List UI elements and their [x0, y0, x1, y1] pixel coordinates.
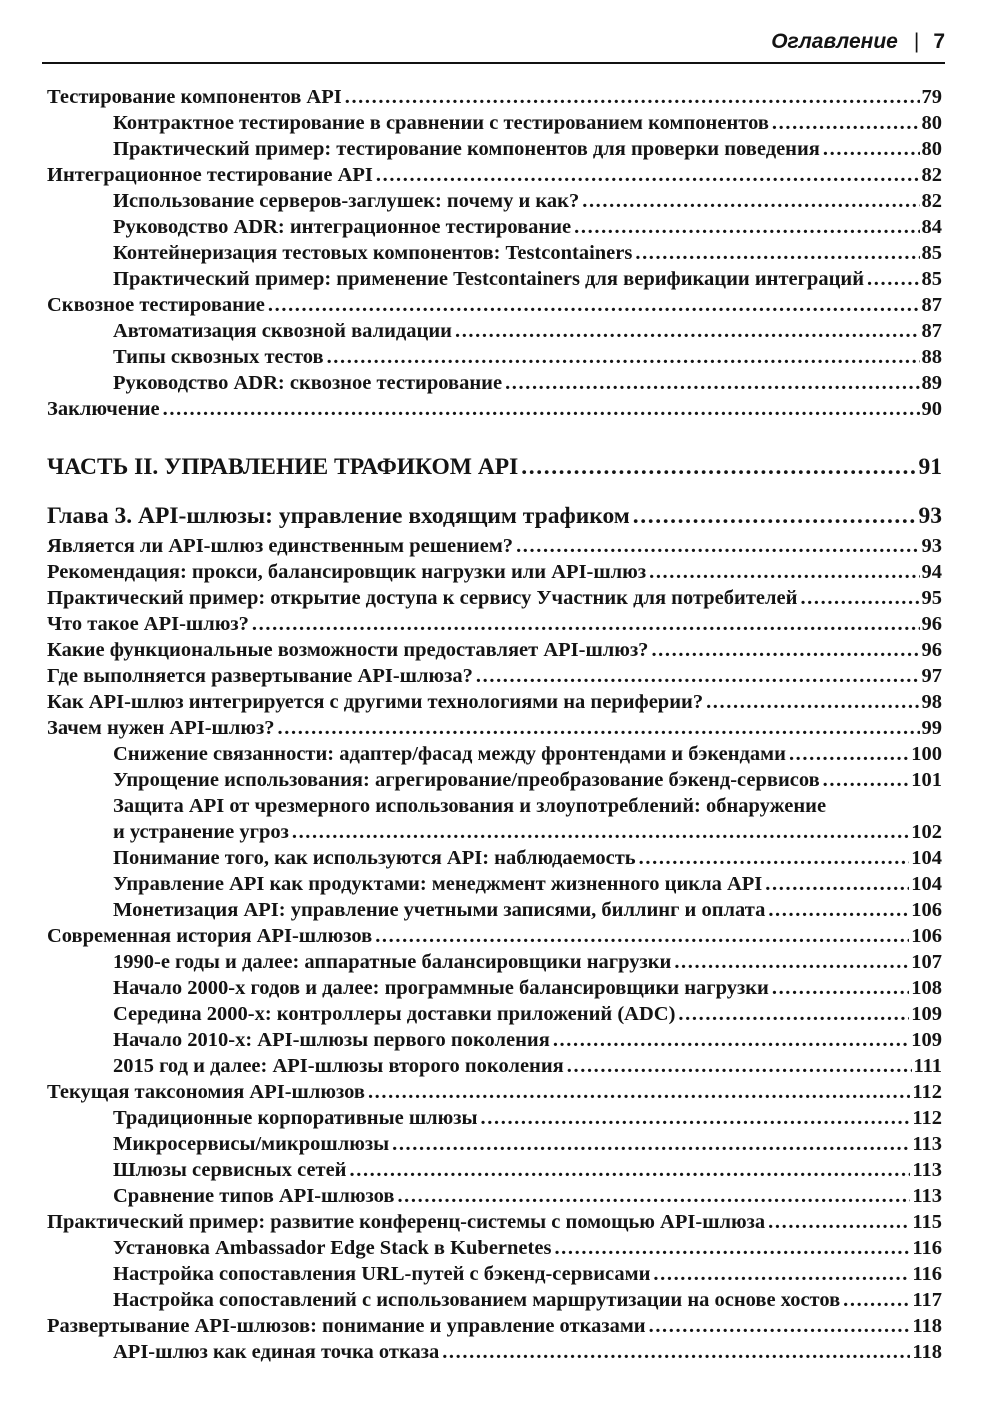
- leader-dots: [278, 715, 920, 741]
- toc-entry[interactable]: [47, 318, 942, 344]
- toc-entry[interactable]: [47, 1339, 942, 1365]
- toc-entry[interactable]: [47, 533, 942, 559]
- entry-page: 90: [921, 398, 942, 420]
- toc-entry[interactable]: [47, 1053, 942, 1079]
- entry-page: 85: [921, 268, 942, 290]
- entry-title: Руководство ADR: сквозное тестирование: [113, 372, 503, 394]
- toc-entry[interactable]: [47, 559, 942, 585]
- leader-dots: [455, 318, 920, 344]
- toc-entry[interactable]: [47, 1105, 942, 1131]
- entry-page: 94: [921, 561, 942, 583]
- entry-page: 106: [911, 899, 942, 921]
- table-of-contents: [47, 84, 942, 1365]
- entry-page: 116: [912, 1237, 942, 1259]
- entry-title: Современная история API-шлюзов: [47, 925, 373, 947]
- entry-page: 95: [921, 587, 942, 609]
- toc-entry[interactable]: [47, 1235, 942, 1261]
- toc-entry[interactable]: [47, 396, 942, 422]
- toc-part[interactable]: [47, 450, 942, 484]
- toc-section-chapter-3: [47, 533, 942, 1365]
- toc-entry[interactable]: [47, 188, 942, 214]
- leader-dots: [368, 1079, 910, 1105]
- toc-entry[interactable]: [47, 84, 942, 110]
- part-page: 91: [918, 454, 942, 480]
- toc-entry[interactable]: [47, 1001, 942, 1027]
- leader-dots: [651, 637, 919, 663]
- toc-entry[interactable]: [47, 110, 942, 136]
- entry-title: Снижение связанности: адаптер/фасад между фронтендами и бэкендами: [113, 743, 786, 765]
- toc-entry[interactable]: [47, 1183, 942, 1209]
- entry-page: 87: [921, 294, 942, 316]
- entry-page: 113: [912, 1185, 942, 1207]
- entry-title: Середина 2000-х: контроллеры доставки приложений (ADC): [113, 1003, 676, 1025]
- toc-entry[interactable]: [47, 1313, 942, 1339]
- entry-title: Какие функциональные возможности предоставляет API-шлюз?: [47, 639, 649, 661]
- leader-dots: [800, 585, 919, 611]
- entry-page: 104: [911, 873, 942, 895]
- chapter-title: Глава 3. API-шлюзы: управление входящим трафиком: [47, 503, 630, 529]
- leader-dots: [442, 1339, 910, 1365]
- toc-entry[interactable]: [47, 767, 942, 793]
- entry-page: 97: [921, 665, 942, 687]
- header-rule: [42, 62, 945, 64]
- leader-dots: [554, 1235, 910, 1261]
- leader-dots: [582, 188, 919, 214]
- leader-dots: [653, 1261, 910, 1287]
- entry-page: 113: [912, 1159, 942, 1181]
- entry-page: 101: [911, 769, 942, 791]
- toc-entry[interactable]: [47, 845, 942, 871]
- leader-dots: [505, 370, 919, 396]
- entry-title: Традиционные корпоративные шлюзы: [113, 1107, 478, 1129]
- entry-page: 80: [921, 138, 942, 160]
- page-number: 7: [933, 30, 945, 53]
- leader-dots: [772, 110, 920, 136]
- toc-entry[interactable]: [47, 689, 942, 715]
- chapter-page: 93: [918, 503, 942, 529]
- entry-page: 115: [912, 1211, 942, 1233]
- entry-page: 109: [911, 1029, 942, 1051]
- running-head-title: Оглавление: [771, 30, 898, 53]
- leader-dots: [268, 292, 920, 318]
- entry-page: 88: [921, 346, 942, 368]
- entry-title: Сквозное тестирование: [47, 294, 265, 316]
- entry-page: 96: [921, 613, 942, 635]
- toc-entry[interactable]: [47, 266, 942, 292]
- entry-page: 99: [921, 717, 942, 739]
- entry-title: Автоматизация сквозной валидации: [113, 320, 452, 342]
- entry-page: 82: [921, 190, 942, 212]
- entry-title: Руководство ADR: интеграционное тестирование: [113, 216, 572, 238]
- toc-entry[interactable]: [47, 240, 942, 266]
- leader-dots: [516, 533, 919, 559]
- entry-title: Развертывание API-шлюзов: понимание и управление отказами: [47, 1315, 646, 1337]
- entry-page: 108: [911, 977, 942, 999]
- entry-title: Начало 2000-х годов и далее: программные балансировщики нагрузки: [113, 977, 769, 999]
- entry-title: Является ли API-шлюз единственным решением?: [47, 535, 514, 557]
- entry-title: Понимание того, как используются API: наблюдаемость: [113, 847, 636, 869]
- toc-entry[interactable]: [47, 637, 942, 663]
- entry-title: Сравнение типов API-шлюзов: [113, 1185, 395, 1207]
- entry-title: Управление API как продуктами: менеджмент жизненного цикла API: [113, 873, 763, 895]
- toc-entry[interactable]: [47, 663, 942, 689]
- entry-page: 85: [921, 242, 942, 264]
- entry-page: 80: [921, 112, 942, 134]
- entry-title: Микросервисы/микрошлюзы: [113, 1133, 390, 1155]
- entry-page: 98: [921, 691, 942, 713]
- entry-page: 87: [921, 320, 942, 342]
- leader-dots: [252, 611, 920, 637]
- leader-dots: [843, 1287, 910, 1313]
- toc-entry[interactable]: [47, 871, 942, 897]
- entry-page: 117: [912, 1289, 942, 1311]
- leader-dots: [574, 214, 919, 240]
- entry-title: Монетизация API: управление учетными записями, биллинг и оплата: [113, 899, 766, 921]
- leader-dots: [392, 1131, 910, 1157]
- entry-page: 82: [921, 164, 942, 186]
- entry-title: Где выполняется развертывание API-шлюза?: [47, 665, 473, 687]
- entry-page: 116: [912, 1263, 942, 1285]
- entry-title: Типы сквозных тестов: [113, 346, 324, 368]
- toc-entry[interactable]: [47, 949, 942, 975]
- entry-title: 1990-е годы и далее: аппаратные балансировщики нагрузки: [113, 951, 672, 973]
- toc-entry[interactable]: [47, 585, 942, 611]
- leader-dots: [768, 1209, 910, 1235]
- running-head-separator: |: [913, 30, 920, 53]
- entry-page: 100: [911, 743, 942, 765]
- toc-entry[interactable]: [47, 897, 942, 923]
- leader-dots: [345, 84, 920, 110]
- entry-title: Начало 2010-х: API-шлюзы первого поколения: [113, 1029, 550, 1051]
- leader-dots: [553, 1027, 909, 1053]
- entry-page: 79: [921, 86, 942, 108]
- leader-dots: [350, 1157, 911, 1183]
- running-head: [771, 30, 945, 54]
- leader-dots: [376, 162, 920, 188]
- leader-dots: [567, 1053, 912, 1079]
- leader-dots: [649, 1313, 911, 1339]
- entry-title: Практический пример: развитие конференц-системы с помощью API-шлюза: [47, 1211, 766, 1233]
- entry-page: 106: [911, 925, 942, 947]
- toc-entry[interactable]: [47, 1079, 942, 1105]
- entry-title: Контрактное тестирование в сравнении с тестированием компонентов: [113, 112, 769, 134]
- entry-title: Рекомендация: прокси, балансировщик нагрузки или API-шлюз: [47, 561, 647, 583]
- leader-dots: [163, 396, 920, 422]
- toc-entry[interactable]: [47, 344, 942, 370]
- leader-dots: [375, 923, 909, 949]
- toc-entry[interactable]: [47, 715, 942, 741]
- entry-page: 93: [921, 535, 942, 557]
- toc-entry[interactable]: [47, 370, 942, 396]
- toc-entry[interactable]: [47, 214, 942, 240]
- entry-page: 102: [911, 821, 942, 843]
- entry-title: Использование серверов-заглушек: почему и как?: [113, 190, 580, 212]
- toc-entry[interactable]: [47, 611, 942, 637]
- leader-dots: [481, 1105, 911, 1131]
- toc-entry[interactable]: [47, 1157, 942, 1183]
- part-title: ЧАСТЬ II. УПРАВЛЕНИЕ ТРАФИКОМ API: [47, 454, 519, 480]
- entry-title: Контейнеризация тестовых компонентов: Testcontainers: [113, 242, 633, 264]
- toc-chapter[interactable]: [47, 499, 942, 533]
- toc-entry[interactable]: [47, 136, 942, 162]
- leader-dots: [397, 1183, 910, 1209]
- leader-dots: [789, 741, 909, 767]
- leader-dots: [674, 949, 909, 975]
- toc-entry[interactable]: [47, 162, 942, 188]
- leader-dots: [678, 1001, 909, 1027]
- entry-title: Практический пример: открытие доступа к сервису Участник для потребителей: [47, 587, 798, 609]
- entry-title: Заключение: [47, 398, 160, 420]
- toc-entry[interactable]: [47, 1261, 942, 1287]
- entry-title: 2015 год и далее: API-шлюзы второго поколения: [113, 1055, 564, 1077]
- entry-title: Текущая таксономия API-шлюзов: [47, 1081, 365, 1103]
- entry-title: API-шлюз как единая точка отказа: [113, 1341, 440, 1363]
- entry-page: 109: [911, 1003, 942, 1025]
- toc-section-testing: [47, 84, 942, 422]
- entry-title: Что такое API-шлюз?: [47, 613, 249, 635]
- leader-dots: [521, 450, 916, 484]
- entry-title: Тестирование компонентов API: [47, 86, 342, 108]
- leader-dots: [867, 266, 919, 292]
- leader-dots: [649, 559, 919, 585]
- entry-page: 111: [913, 1055, 942, 1077]
- entry-title: Интеграционное тестирование API: [47, 164, 373, 186]
- toc-entry[interactable]: [47, 1287, 942, 1313]
- entry-title: Практический пример: применение Testcontainers для верификации интеграций: [113, 268, 865, 290]
- toc-entry[interactable]: [47, 819, 942, 845]
- entry-page: 96: [921, 639, 942, 661]
- leader-dots: [635, 240, 919, 266]
- leader-dots: [772, 975, 909, 1001]
- entry-title: Шлюзы сервисных сетей: [113, 1159, 347, 1181]
- entry-title: Настройка сопоставления URL-путей с бэкенд-сервисами: [113, 1263, 651, 1285]
- toc-entry-line[interactable]: Защита API от чрезмерного использования и злоупотреблений: обнаружение: [113, 795, 827, 817]
- entry-title: Упрощение использования: агрегирование/преобразование бэкенд-сервисов: [113, 769, 820, 791]
- entry-page: 113: [912, 1133, 942, 1155]
- leader-dots: [768, 897, 909, 923]
- entry-page: 84: [921, 216, 942, 238]
- entry-title: Установка Ambassador Edge Stack в Kubernetes: [113, 1237, 552, 1259]
- leader-dots: [639, 845, 910, 871]
- toc-entry[interactable]: [47, 975, 942, 1001]
- leader-dots: [327, 344, 920, 370]
- entry-page: 104: [911, 847, 942, 869]
- entry-title: Как API-шлюз интегрируется с другими технологиями на периферии?: [47, 691, 704, 713]
- entry-page: 89: [921, 372, 942, 394]
- toc-entry[interactable]: [47, 1209, 942, 1235]
- entry-title: и устранение угроз: [113, 821, 289, 843]
- toc-entry[interactable]: [47, 923, 942, 949]
- leader-dots: [292, 819, 909, 845]
- leader-dots: [476, 663, 920, 689]
- leader-dots: [706, 689, 919, 715]
- toc-entry[interactable]: [47, 1131, 942, 1157]
- entry-page: 107: [911, 951, 942, 973]
- leader-dots: [823, 136, 920, 162]
- entry-title: Настройка сопоставлений с использованием маршрутизации на основе хостов: [113, 1289, 841, 1311]
- toc-entry[interactable]: [47, 1027, 942, 1053]
- entry-page: 118: [912, 1315, 942, 1337]
- entry-page: 118: [912, 1341, 942, 1363]
- leader-dots: [823, 767, 910, 793]
- entry-title: Практический пример: тестирование компонентов для проверки поведения: [113, 138, 820, 160]
- toc-entry[interactable]: [47, 292, 942, 318]
- leader-dots: [633, 499, 917, 533]
- entry-page: 112: [912, 1107, 942, 1129]
- entry-page: 112: [912, 1081, 942, 1103]
- leader-dots: [765, 871, 909, 897]
- entry-title: Зачем нужен API-шлюз?: [47, 717, 275, 739]
- toc-entry[interactable]: [47, 741, 942, 767]
